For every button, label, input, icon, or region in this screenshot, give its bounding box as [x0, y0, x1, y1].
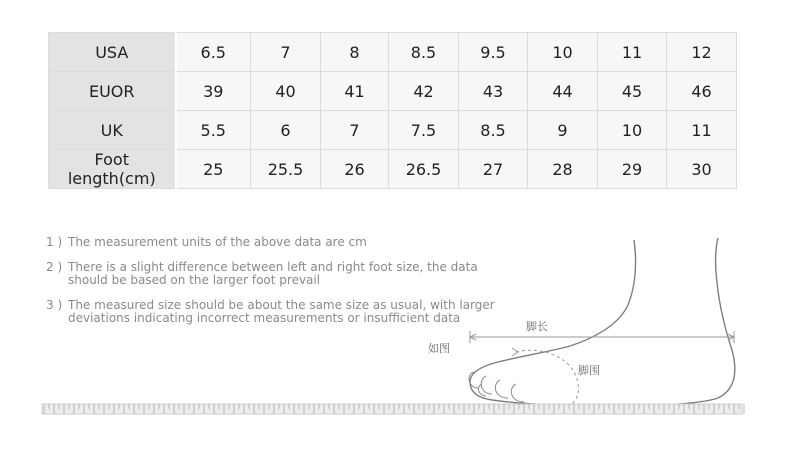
- size-cell: 44: [528, 72, 598, 111]
- size-cell: 7: [251, 33, 321, 72]
- size-cell: 11: [598, 33, 667, 72]
- size-cell: 26: [321, 150, 389, 189]
- foot-length-label: 脚长: [526, 320, 548, 333]
- example-label: 如图: [428, 342, 450, 355]
- size-cell: 30: [667, 150, 737, 189]
- note-text: The measurement units of the above data are cm: [68, 235, 367, 249]
- size-cell: 27: [459, 150, 528, 189]
- size-cell: 11: [667, 111, 737, 150]
- size-cell: 5.5: [176, 111, 251, 150]
- size-row: [49, 111, 737, 150]
- size-row: [49, 72, 737, 111]
- size-cell: 46: [667, 72, 737, 111]
- foot-girth-label: 脚围: [578, 364, 600, 377]
- size-cell: 7: [321, 111, 389, 150]
- size-cell: 29: [598, 150, 667, 189]
- size-cell: 25: [176, 150, 251, 189]
- size-cell: 10: [598, 111, 667, 150]
- size-cell: 40: [251, 72, 321, 111]
- size-cell: 39: [176, 72, 251, 111]
- foot-outline: [470, 238, 735, 406]
- size-cell: 9.5: [459, 33, 528, 72]
- size-cell: 26.5: [389, 150, 459, 189]
- size-cell: 42: [389, 72, 459, 111]
- size-cell: 28: [528, 150, 598, 189]
- foot-measurement-diagram: [0, 225, 798, 453]
- ruler: [42, 404, 742, 414]
- size-cell: 8.5: [389, 33, 459, 72]
- foot-toes: [469, 372, 524, 402]
- size-cell: 41: [321, 72, 389, 111]
- row-label: EUOR: [49, 72, 176, 111]
- note-text: The measured size should be about the same size as usual, with larger deviations indicating incorrect measurements or insufficient data: [68, 298, 495, 325]
- foot-girth-curve: [516, 350, 578, 408]
- row-label: UK: [49, 111, 176, 150]
- size-row: [49, 150, 737, 189]
- size-cell: 8: [321, 33, 389, 72]
- note-text: There is a slight difference between left and right foot size, the data should be based on the larger foot prevail: [68, 260, 478, 287]
- size-cell: 9: [528, 111, 598, 150]
- size-cell: 12: [667, 33, 737, 72]
- size-cell: 6.5: [176, 33, 251, 72]
- size-cell: 10: [528, 33, 598, 72]
- size-cell: 25.5: [251, 150, 321, 189]
- row-label: USA: [49, 33, 176, 72]
- size-cell: 8.5: [459, 111, 528, 150]
- size-row: [49, 33, 737, 72]
- note-number: 2 ): [46, 260, 63, 274]
- girth-arrow-icon: [512, 348, 518, 356]
- size-cell: 45: [598, 72, 667, 111]
- size-chart-table: [48, 32, 737, 189]
- row-label: Foot length(cm): [49, 150, 176, 189]
- note-number: 1 ): [46, 235, 63, 249]
- size-cell: 6: [251, 111, 321, 150]
- size-cell: 7.5: [389, 111, 459, 150]
- note-number: 3 ): [46, 298, 63, 312]
- size-cell: 43: [459, 72, 528, 111]
